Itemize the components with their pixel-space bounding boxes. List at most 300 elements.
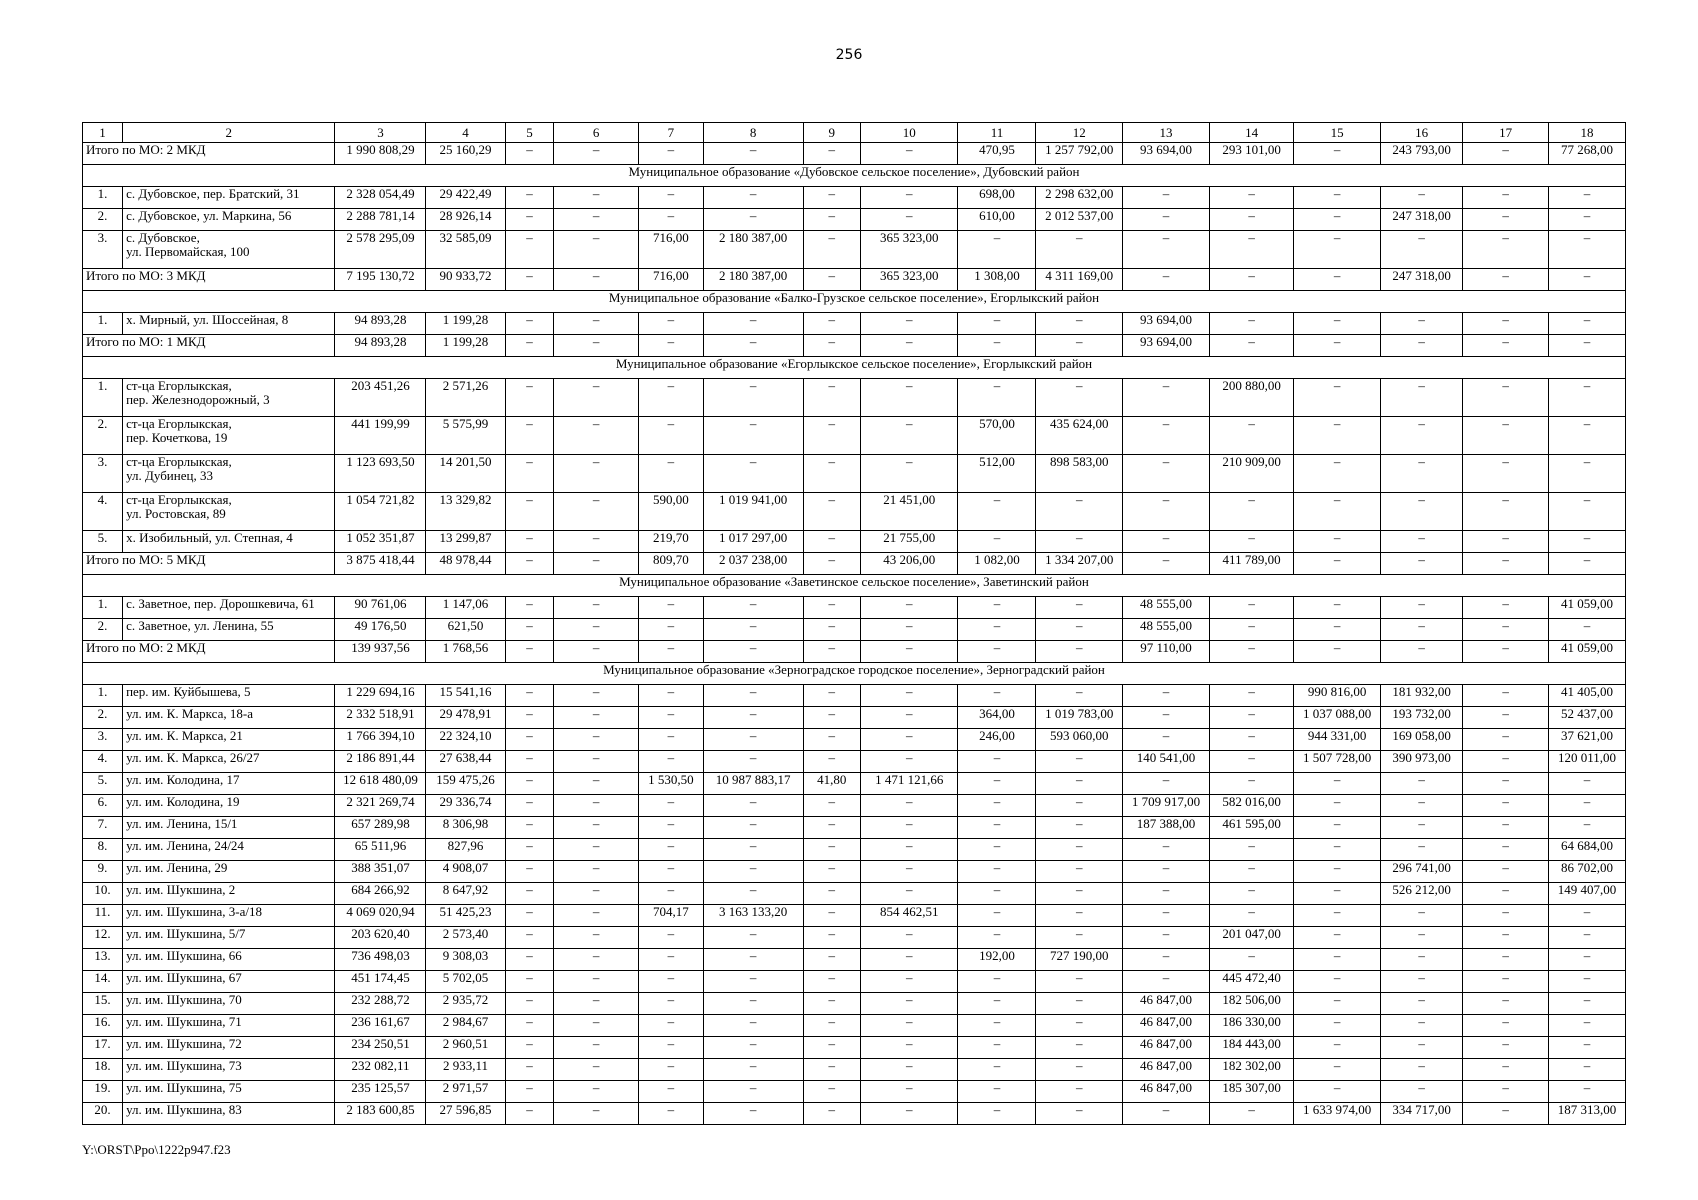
value-cell: – (1036, 619, 1123, 641)
value-cell: – (803, 231, 860, 269)
value-cell: – (958, 619, 1036, 641)
value-cell: – (860, 597, 958, 619)
value-cell: – (860, 143, 958, 165)
value-cell: – (1294, 795, 1381, 817)
value-cell: – (554, 379, 639, 417)
value-cell: – (1123, 773, 1210, 795)
value-cell: – (1123, 269, 1210, 291)
value-cell: – (505, 597, 554, 619)
value-cell: – (1294, 231, 1381, 269)
value-cell: – (638, 1103, 703, 1125)
value-cell: – (958, 1059, 1036, 1081)
value-cell: – (1381, 531, 1463, 553)
value-cell: 1 530,50 (638, 773, 703, 795)
value-cell: 435 624,00 (1036, 417, 1123, 455)
value-cell: – (554, 209, 639, 231)
value-cell: 1 123 693,50 (335, 455, 426, 493)
column-number: 1 (83, 123, 123, 143)
section-header-row (83, 357, 1626, 379)
table-row (83, 971, 1626, 993)
value-cell: – (803, 1103, 860, 1125)
value-cell: – (505, 795, 554, 817)
value-cell: – (860, 707, 958, 729)
value-cell: 2 180 387,00 (703, 231, 803, 269)
value-cell: 390 973,00 (1381, 751, 1463, 773)
value-cell: – (1294, 861, 1381, 883)
value-cell: – (1209, 641, 1294, 663)
value-cell: – (803, 905, 860, 927)
value-cell: – (958, 313, 1036, 335)
value-cell: 28 926,14 (426, 209, 505, 231)
value-cell: 48 555,00 (1123, 619, 1210, 641)
value-cell: – (958, 231, 1036, 269)
column-number: 6 (554, 123, 639, 143)
value-cell: 234 250,51 (335, 1037, 426, 1059)
row-number: 16. (83, 1015, 123, 1037)
value-cell: 48 978,44 (426, 553, 505, 575)
value-cell: – (703, 795, 803, 817)
value-cell: 4 311 169,00 (1036, 269, 1123, 291)
value-cell: – (860, 729, 958, 751)
value-cell: – (703, 335, 803, 357)
column-number: 11 (958, 123, 1036, 143)
value-cell: – (1381, 553, 1463, 575)
value-cell: – (554, 641, 639, 663)
row-number: 6. (83, 795, 123, 817)
value-cell: 2 984,67 (426, 1015, 505, 1037)
value-cell: – (860, 379, 958, 417)
value-cell: – (1381, 1015, 1463, 1037)
value-cell: – (505, 209, 554, 231)
value-cell: 13 299,87 (426, 531, 505, 553)
value-cell: 365 323,00 (860, 269, 958, 291)
value-cell: – (1036, 1059, 1123, 1081)
value-cell: – (1463, 641, 1549, 663)
value-cell: 698,00 (958, 187, 1036, 209)
value-cell: – (703, 949, 803, 971)
value-cell: – (1294, 1015, 1381, 1037)
value-cell: – (1463, 795, 1549, 817)
column-number-row (83, 123, 1626, 143)
value-cell: 1 768,56 (426, 641, 505, 663)
value-cell: – (1123, 839, 1210, 861)
value-cell: 93 694,00 (1123, 313, 1210, 335)
value-cell: 90 761,06 (335, 597, 426, 619)
value-cell: 1 147,06 (426, 597, 505, 619)
value-cell: 1 037 088,00 (1294, 707, 1381, 729)
row-number: 1. (83, 313, 123, 335)
value-cell: – (803, 619, 860, 641)
table-row (83, 861, 1626, 883)
value-cell: – (803, 751, 860, 773)
value-cell: 2 183 600,85 (335, 1103, 426, 1125)
value-cell: – (1123, 1103, 1210, 1125)
value-cell: – (703, 1081, 803, 1103)
value-cell: – (1463, 817, 1549, 839)
value-cell: – (554, 949, 639, 971)
row-number: 7. (83, 817, 123, 839)
value-cell: 2 573,40 (426, 927, 505, 949)
value-cell: – (554, 817, 639, 839)
value-cell: 3 875 418,44 (335, 553, 426, 575)
value-cell: 247 318,00 (1381, 209, 1463, 231)
value-cell: – (803, 927, 860, 949)
value-cell: 9 308,03 (426, 949, 505, 971)
total-row (83, 641, 1626, 663)
value-cell: – (1463, 751, 1549, 773)
value-cell: – (1463, 707, 1549, 729)
value-cell: – (1381, 187, 1463, 209)
value-cell: – (1381, 619, 1463, 641)
value-cell: – (703, 209, 803, 231)
value-cell: – (1463, 209, 1549, 231)
value-cell: – (1381, 641, 1463, 663)
address-cell: х. Мирный, ул. Шоссейная, 8 (123, 313, 335, 335)
value-cell: – (860, 417, 958, 455)
value-cell: – (1294, 839, 1381, 861)
value-cell: – (703, 1103, 803, 1125)
value-cell: 187 313,00 (1548, 1103, 1625, 1125)
value-cell: – (1463, 927, 1549, 949)
value-cell: – (1463, 269, 1549, 291)
value-cell: – (505, 707, 554, 729)
value-cell: – (554, 729, 639, 751)
value-cell: – (958, 597, 1036, 619)
value-cell: – (505, 883, 554, 905)
section-header-row (83, 575, 1626, 597)
value-cell: – (1381, 231, 1463, 269)
value-cell: – (638, 1037, 703, 1059)
value-cell: – (1294, 971, 1381, 993)
row-number: 2. (83, 619, 123, 641)
value-cell: 727 190,00 (1036, 949, 1123, 971)
value-cell: – (554, 1059, 639, 1081)
value-cell: – (703, 619, 803, 641)
value-cell: 1 633 974,00 (1294, 1103, 1381, 1125)
value-cell: 25 160,29 (426, 143, 505, 165)
value-cell: 32 585,09 (426, 231, 505, 269)
value-cell: – (803, 861, 860, 883)
value-cell: – (1209, 231, 1294, 269)
value-cell: – (1548, 1015, 1625, 1037)
value-cell: – (1036, 1015, 1123, 1037)
value-cell: – (803, 597, 860, 619)
table-row (83, 619, 1626, 641)
value-cell: – (638, 455, 703, 493)
value-cell: 243 793,00 (1381, 143, 1463, 165)
value-cell: – (505, 231, 554, 269)
value-cell: – (1036, 531, 1123, 553)
value-cell: – (703, 839, 803, 861)
value-cell: – (1209, 1103, 1294, 1125)
value-cell: 1 709 917,00 (1123, 795, 1210, 817)
value-cell: 29 422,49 (426, 187, 505, 209)
address-cell: ул. им. Шукшина, 75 (123, 1081, 335, 1103)
value-cell: 441 199,99 (335, 417, 426, 455)
value-cell: – (860, 1059, 958, 1081)
value-cell: 2 012 537,00 (1036, 209, 1123, 231)
address-cell: ул. им. Шукшина, 72 (123, 1037, 335, 1059)
value-cell: – (1381, 313, 1463, 335)
table-row (83, 1015, 1626, 1037)
value-cell: – (1036, 905, 1123, 927)
value-cell: – (860, 1081, 958, 1103)
value-cell: – (958, 1081, 1036, 1103)
value-cell: 1 019 783,00 (1036, 707, 1123, 729)
capital-repair-table (82, 122, 1626, 1125)
value-cell: 232 082,11 (335, 1059, 426, 1081)
address-cell: ст-ца Егорлыкская, ул. Дубинец, 33 (123, 455, 335, 493)
value-cell: – (1294, 905, 1381, 927)
value-cell: 93 694,00 (1123, 143, 1210, 165)
value-cell: – (958, 1103, 1036, 1125)
value-cell: 2 328 054,49 (335, 187, 426, 209)
value-cell: – (505, 817, 554, 839)
value-cell: 51 425,23 (426, 905, 505, 927)
value-cell: – (703, 143, 803, 165)
value-cell: – (1463, 861, 1549, 883)
value-cell: – (554, 313, 639, 335)
row-number: 9. (83, 861, 123, 883)
value-cell: – (1548, 187, 1625, 209)
value-cell: – (1209, 751, 1294, 773)
value-cell: 77 268,00 (1548, 143, 1625, 165)
value-cell: – (1381, 795, 1463, 817)
value-cell: – (803, 707, 860, 729)
table-row (83, 455, 1626, 493)
value-cell: – (638, 861, 703, 883)
value-cell: – (1463, 313, 1549, 335)
row-number: 1. (83, 379, 123, 417)
value-cell: – (1036, 685, 1123, 707)
value-cell: – (505, 641, 554, 663)
value-cell: – (958, 335, 1036, 357)
value-cell: – (1463, 1059, 1549, 1081)
value-cell: – (803, 685, 860, 707)
value-cell: – (860, 861, 958, 883)
value-cell: – (958, 773, 1036, 795)
address-cell: ул. им. Шукшина, 2 (123, 883, 335, 905)
value-cell: – (1381, 1081, 1463, 1103)
value-cell: 97 110,00 (1123, 641, 1210, 663)
value-cell: 94 893,28 (335, 335, 426, 357)
value-cell: 94 893,28 (335, 313, 426, 335)
value-cell: – (554, 619, 639, 641)
value-cell: – (554, 1015, 639, 1037)
value-cell: – (1209, 861, 1294, 883)
address-cell: ул. им. К. Маркса, 21 (123, 729, 335, 751)
value-cell: – (1294, 187, 1381, 209)
address-cell: ул. им. Шукшина, 73 (123, 1059, 335, 1081)
row-number: 5. (83, 773, 123, 795)
row-number: 1. (83, 187, 123, 209)
table-row (83, 493, 1626, 531)
value-cell: 182 506,00 (1209, 993, 1294, 1015)
value-cell: – (554, 905, 639, 927)
value-cell: – (803, 817, 860, 839)
value-cell: 27 638,44 (426, 751, 505, 773)
value-cell: 610,00 (958, 209, 1036, 231)
value-cell: – (703, 1015, 803, 1037)
value-cell: – (803, 187, 860, 209)
value-cell: 704,17 (638, 905, 703, 927)
value-cell: 898 583,00 (1036, 455, 1123, 493)
total-label: Итого по МО: 2 МКД (83, 641, 335, 663)
row-number: 1. (83, 685, 123, 707)
value-cell: 1 990 808,29 (335, 143, 426, 165)
row-number: 12. (83, 927, 123, 949)
value-cell: 716,00 (638, 269, 703, 291)
total-row (83, 335, 1626, 357)
section-title: Муниципальное образование «Егорлыкское сельское поселение», Егорлыкский район (83, 357, 1626, 379)
value-cell: 49 176,50 (335, 619, 426, 641)
value-cell: 169 058,00 (1381, 729, 1463, 751)
value-cell: – (1381, 335, 1463, 357)
value-cell: 2 180 387,00 (703, 269, 803, 291)
value-cell: 86 702,00 (1548, 861, 1625, 883)
value-cell: – (1381, 905, 1463, 927)
value-cell: – (1036, 751, 1123, 773)
value-cell: 411 789,00 (1209, 553, 1294, 575)
value-cell: 1 199,28 (426, 313, 505, 335)
value-cell: 2 321 269,74 (335, 795, 426, 817)
row-number: 3. (83, 729, 123, 751)
value-cell: – (638, 1015, 703, 1037)
value-cell: – (1209, 269, 1294, 291)
value-cell: 14 201,50 (426, 455, 505, 493)
value-cell: 90 933,72 (426, 269, 505, 291)
value-cell: – (1123, 417, 1210, 455)
value-cell: – (1381, 993, 1463, 1015)
value-cell: 365 323,00 (860, 231, 958, 269)
row-number: 17. (83, 1037, 123, 1059)
value-cell: – (1463, 143, 1549, 165)
value-cell: – (958, 971, 1036, 993)
value-cell: 2 186 891,44 (335, 751, 426, 773)
value-cell: 181 932,00 (1381, 685, 1463, 707)
value-cell: – (1036, 379, 1123, 417)
value-cell: – (860, 839, 958, 861)
value-cell: 10 987 883,17 (703, 773, 803, 795)
value-cell: – (638, 379, 703, 417)
column-number: 7 (638, 123, 703, 143)
address-cell: х. Изобильный, ул. Степная, 4 (123, 531, 335, 553)
value-cell: 590,00 (638, 493, 703, 531)
value-cell: – (803, 269, 860, 291)
value-cell: – (1548, 1059, 1625, 1081)
section-title: Муниципальное образование «Дубовское сельское поселение», Дубовский район (83, 165, 1626, 187)
row-number: 2. (83, 417, 123, 455)
value-cell: – (1123, 861, 1210, 883)
value-cell: – (1548, 531, 1625, 553)
value-cell: – (638, 817, 703, 839)
value-cell: – (958, 379, 1036, 417)
value-cell: – (505, 861, 554, 883)
column-number: 3 (335, 123, 426, 143)
value-cell: 41 059,00 (1548, 597, 1625, 619)
value-cell: – (1123, 187, 1210, 209)
address-cell: ул. им. К. Маркса, 26/27 (123, 751, 335, 773)
value-cell: – (703, 417, 803, 455)
value-cell: – (860, 795, 958, 817)
value-cell: – (505, 553, 554, 575)
value-cell: – (860, 971, 958, 993)
value-cell: – (860, 455, 958, 493)
value-cell: 149 407,00 (1548, 883, 1625, 905)
value-cell: 46 847,00 (1123, 1059, 1210, 1081)
value-cell: – (958, 839, 1036, 861)
value-cell: – (1294, 641, 1381, 663)
value-cell: – (1463, 1015, 1549, 1037)
value-cell: – (638, 927, 703, 949)
value-cell: – (703, 597, 803, 619)
value-cell: – (860, 1103, 958, 1125)
value-cell: 1 334 207,00 (1036, 553, 1123, 575)
value-cell: 445 472,40 (1209, 971, 1294, 993)
value-cell: 186 330,00 (1209, 1015, 1294, 1037)
value-cell: – (703, 455, 803, 493)
value-cell: – (1294, 417, 1381, 455)
table-row (83, 751, 1626, 773)
value-cell: – (638, 187, 703, 209)
table-row (83, 1037, 1626, 1059)
value-cell: – (703, 927, 803, 949)
value-cell: 5 575,99 (426, 417, 505, 455)
value-cell: – (803, 883, 860, 905)
value-cell: – (1548, 493, 1625, 531)
value-cell: 210 909,00 (1209, 455, 1294, 493)
value-cell: – (1209, 335, 1294, 357)
address-cell: ул. им. Шукшина, 70 (123, 993, 335, 1015)
column-number: 5 (505, 123, 554, 143)
value-cell: – (1123, 209, 1210, 231)
value-cell: – (1381, 817, 1463, 839)
value-cell: – (1294, 455, 1381, 493)
value-cell: – (1036, 597, 1123, 619)
value-cell: 52 437,00 (1548, 707, 1625, 729)
value-cell: 364,00 (958, 707, 1036, 729)
value-cell: 461 595,00 (1209, 817, 1294, 839)
value-cell: – (958, 531, 1036, 553)
value-cell: 41 059,00 (1548, 641, 1625, 663)
table-row (83, 795, 1626, 817)
value-cell: 5 702,05 (426, 971, 505, 993)
value-cell: – (803, 729, 860, 751)
value-cell: – (1548, 553, 1625, 575)
value-cell: 41 405,00 (1548, 685, 1625, 707)
value-cell: – (1463, 531, 1549, 553)
value-cell: – (1381, 455, 1463, 493)
value-cell: 2 933,11 (426, 1059, 505, 1081)
value-cell: – (1463, 685, 1549, 707)
value-cell: 593 060,00 (1036, 729, 1123, 751)
address-cell: с. Заветное, ул. Ленина, 55 (123, 619, 335, 641)
value-cell: – (505, 1037, 554, 1059)
total-label: Итого по МО: 5 МКД (83, 553, 335, 575)
value-cell: – (554, 187, 639, 209)
address-cell: пер. им. Куйбышева, 5 (123, 685, 335, 707)
value-cell: 657 289,98 (335, 817, 426, 839)
value-cell: – (505, 905, 554, 927)
value-cell: – (505, 493, 554, 531)
value-cell: 7 195 130,72 (335, 269, 426, 291)
table-row (83, 531, 1626, 553)
value-cell: 1 052 351,87 (335, 531, 426, 553)
value-cell: – (703, 993, 803, 1015)
value-cell: 27 596,85 (426, 1103, 505, 1125)
value-cell: – (1123, 685, 1210, 707)
row-number: 5. (83, 531, 123, 553)
